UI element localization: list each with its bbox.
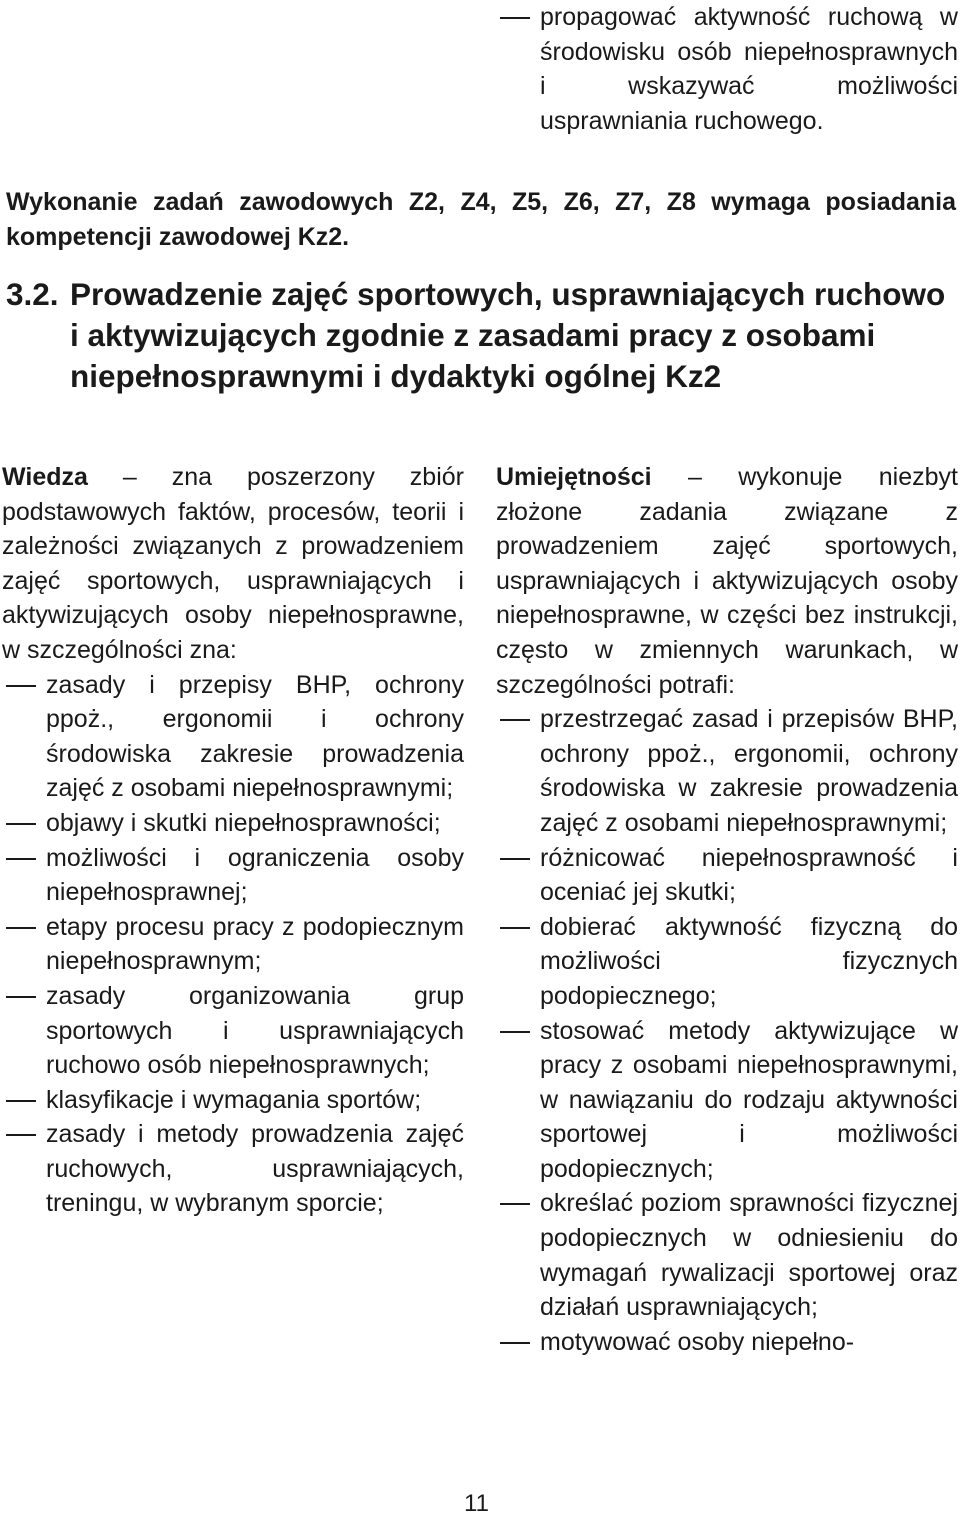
top-bullet-list xyxy=(496,0,958,138)
list-item: określać poziom sprawności fizycznej podopiecznych w odniesieniu do wymagań rywalizacji sportowej oraz działań usprawniających; xyxy=(496,1186,958,1324)
dash-bullet-icon xyxy=(496,1014,540,1187)
list-item: różnicować niepełnosprawność i oceniać jej skutki; xyxy=(496,841,958,910)
list-item: zasady organizowania grup sportowych i usprawniających ruchowo osób niepełnosprawnych; xyxy=(2,979,464,1083)
competence-note: Wykonanie zadań zawodowych Z2, Z4, Z5, Z6, Z7, Z8 wymaga posiadania kompetencji zawodowej Kz2. xyxy=(6,188,956,251)
dash-bullet-icon xyxy=(496,841,540,910)
dash-bullet-icon xyxy=(2,979,46,1083)
list-item: objawy i skutki niepełnosprawności; xyxy=(2,806,464,841)
section-title: Prowadzenie zajęć sportowych, usprawniających ruchowo i aktywizujących zgodnie z zasadami pracy z osobami niepełnosprawnymi i dydaktyki ogólnej Kz2 xyxy=(70,276,946,394)
list-item: klasyfikacje i wymagania sportów; xyxy=(2,1083,464,1118)
section-heading xyxy=(6,274,956,397)
knowledge-intro xyxy=(2,460,464,668)
list-item: motywować osoby niepełno- xyxy=(496,1325,958,1360)
knowledge-intro-text: – zna poszerzony zbiór podstawowych faktów, procesów, teorii i zależności związanych z prowadzeniem zajęć sportowych, usprawniających i aktywizujących osoby niepełnosprawne, w szczególności zna: xyxy=(2,463,464,664)
list-item: przestrzegać zasad i przepisów BHP, ochrony ppoż., ergonomii, ochrony środowiska w zakresie prowadzenia zajęć z osobami niepełnosprawnymi; xyxy=(496,702,958,840)
list-item: etapy procesu pracy z podopiecznym niepełnosprawnym; xyxy=(2,910,464,979)
skills-label: Umiejętności xyxy=(496,463,652,491)
dash-bullet-icon xyxy=(496,1325,540,1360)
list-item: zasady i przepisy BHP, ochrony ppoż., ergonomii i ochrony środowiska zakresie prowadzenia zajęć z osobami niepełnosprawnymi; xyxy=(2,668,464,806)
dash-bullet-icon xyxy=(2,841,46,910)
knowledge-column xyxy=(2,460,464,1221)
list-item: dobierać aktywność fizyczną do możliwości fizycznych podopiecznego; xyxy=(496,910,958,1014)
skills-column xyxy=(496,460,958,1359)
dash-bullet-icon xyxy=(496,702,540,840)
list-item: zasady i metody prowadzenia zajęć ruchowych, usprawniających, treningu, w wybranym sporcie; xyxy=(2,1117,464,1221)
dash-bullet-icon xyxy=(2,1117,46,1221)
list-item: możliwości i ograniczenia osoby niepełnosprawnej; xyxy=(2,841,464,910)
dash-bullet-icon xyxy=(2,1083,46,1118)
list-item: propagować aktywność ruchową w środowisku osób niepełnosprawnych i wskazywać możliwości usprawniania ruchowego. xyxy=(496,0,958,138)
dash-bullet-icon xyxy=(496,0,540,138)
list-item: stosować metody aktywizujące w pracy z osobami niepełnosprawnymi, w nawiązaniu do rodzaju aktywności sportowej i możliwości podopiecznych; xyxy=(496,1014,958,1187)
section-number: 3.2. xyxy=(6,276,59,312)
dash-bullet-icon xyxy=(496,910,540,1014)
dash-bullet-icon xyxy=(2,806,46,841)
skills-intro-text: – wykonuje niezbyt złożone zadania związane z prowadzeniem zajęć sportowych, usprawniających i aktywizujących osoby niepełnosprawne, w części bez instrukcji, często w zmiennych warunkach, w szczególności potrafi: xyxy=(496,463,958,699)
skills-intro xyxy=(496,460,958,702)
knowledge-label: Wiedza xyxy=(2,463,88,491)
page-number: 11 xyxy=(464,1490,489,1517)
dash-bullet-icon xyxy=(496,1186,540,1324)
dash-bullet-icon xyxy=(2,910,46,979)
dash-bullet-icon xyxy=(2,668,46,806)
